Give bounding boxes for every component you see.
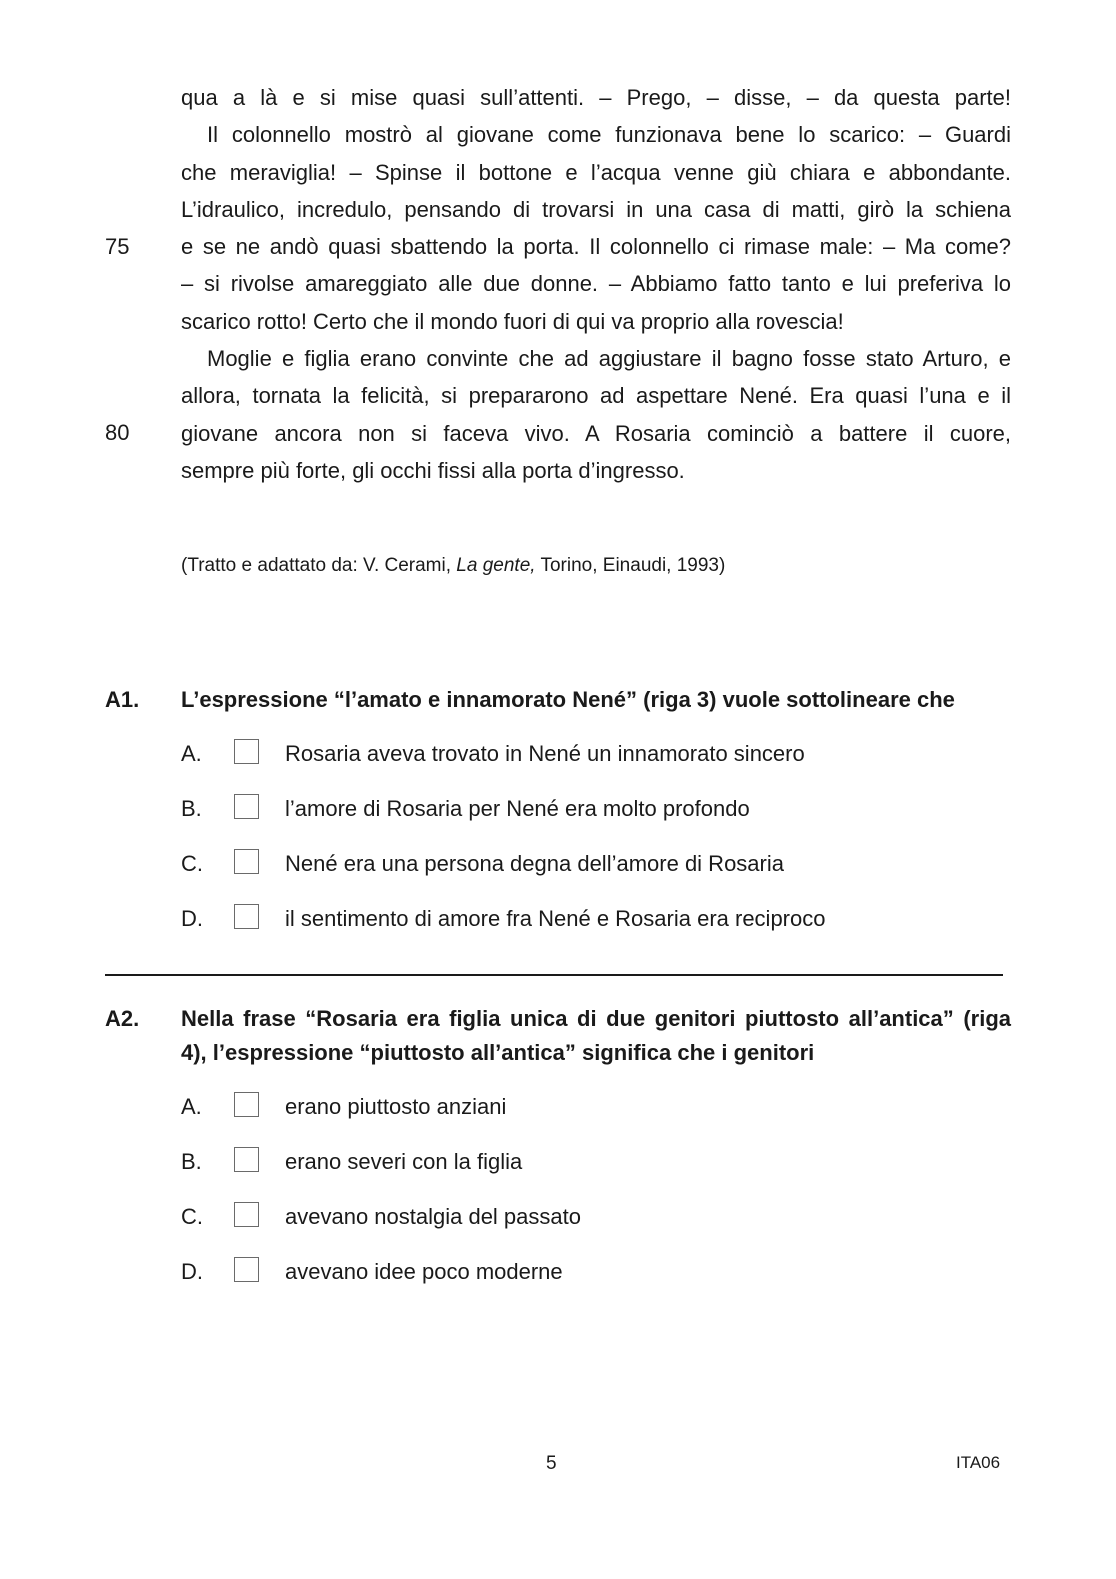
option-text: avevano idee poco moderne <box>285 1259 563 1284</box>
question-text-a1 <box>181 683 1011 717</box>
option-letter: B. <box>181 796 202 821</box>
option-text: Rosaria aveva trovato in Nené un innamorato sincero <box>285 741 805 766</box>
source-suffix: Torino, Einaudi, 1993) <box>535 555 726 576</box>
question-text-a2 <box>181 1002 1011 1070</box>
passage-line: Moglie e figlia erano convinte che ad aggiustare il bagno fosse stato Arturo, e <box>207 346 1011 372</box>
option-text: avevano nostalgia del passato <box>285 1204 581 1229</box>
line-number-75: 75 <box>105 234 130 259</box>
source-title: La gente, <box>456 555 536 576</box>
passage-line: che meraviglia! – Spinse il bottone e l’acqua venne giù chiara e abbondante. <box>181 159 1011 185</box>
option-letter: A. <box>181 1094 202 1119</box>
option-text: Nené era una persona degna dell’amore di Rosaria <box>285 851 784 876</box>
source-citation <box>181 552 725 580</box>
question-label-a2: A2. <box>105 1006 140 1031</box>
document-code: ITA06 <box>956 1453 1001 1472</box>
passage-line: – si rivolse amareggiato alle due donne. – Abbiamo fatto tanto e lui preferiva lo <box>181 271 1011 297</box>
option-letter: C. <box>181 1204 203 1229</box>
question-line: L’espressione “l’amato e innamorato Nené” (riga 3) vuole sottolineare che <box>181 687 955 712</box>
checkbox[interactable] <box>234 1202 259 1227</box>
option-text: il sentimento di amore fra Nené e Rosaria era reciproco <box>285 906 826 931</box>
option-text: erano severi con la figlia <box>285 1149 523 1174</box>
question-line: 4), l’espressione “piuttosto all’antica” significa che i genitori <box>181 1040 815 1065</box>
option-letter: C. <box>181 851 203 876</box>
checkbox[interactable] <box>234 794 259 819</box>
reading-passage <box>181 79 1011 489</box>
passage-line: sempre più forte, gli occhi fissi alla porta d’ingresso. <box>181 457 685 483</box>
question-label-a1: A1. <box>105 687 140 712</box>
checkbox[interactable] <box>234 1147 259 1172</box>
checkbox[interactable] <box>234 739 259 764</box>
line-number-80: 80 <box>105 420 130 445</box>
passage-line: giovane ancora non si faceva vivo. A Rosaria cominciò a battere il cuore, <box>181 420 1011 446</box>
checkbox[interactable] <box>234 1092 259 1117</box>
source-prefix: (Tratto e adattato da: V. Cerami, <box>181 555 457 576</box>
option-letter: B. <box>181 1149 202 1174</box>
option-letter: D. <box>181 906 203 931</box>
option-text: l’amore di Rosaria per Nené era molto profondo <box>285 796 750 821</box>
checkbox[interactable] <box>234 904 259 929</box>
checkbox[interactable] <box>234 1257 259 1282</box>
passage-line: L’idraulico, incredulo, pensando di trovarsi in una casa di matti, girò la schiena <box>181 196 1011 222</box>
option-text: erano piuttosto anziani <box>285 1094 507 1119</box>
question-line: Nella frase “Rosaria era figlia unica di due genitori piuttosto all’antica” (riga <box>181 1006 1011 1031</box>
passage-line: e se ne andò quasi sbattendo la porta. Il colonnello ci rimase male: – Ma come? <box>181 234 1011 260</box>
passage-line: scarico rotto! Certo che il mondo fuori di qui va proprio alla rovescia! <box>181 308 844 334</box>
option-letter: A. <box>181 741 202 766</box>
checkbox[interactable] <box>234 849 259 874</box>
passage-line: allora, tornata la felicità, si prepararono ad aspettare Nené. Era quasi l’una e il <box>181 383 1011 409</box>
section-divider <box>105 974 1003 976</box>
page-number: 5 <box>546 1453 557 1474</box>
option-letter: D. <box>181 1259 203 1284</box>
passage-line: Il colonnello mostrò al giovane come funzionava bene lo scarico: – Guardi <box>207 122 1011 148</box>
passage-line: qua a là e si mise quasi sull’attenti. – Prego, – disse, – da questa parte! <box>181 85 1011 110</box>
